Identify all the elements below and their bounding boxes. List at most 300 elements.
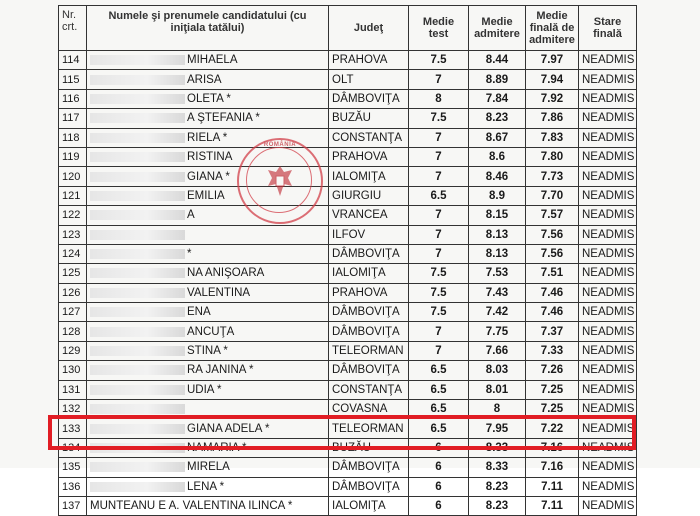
cell-county: [329, 147, 409, 166]
cell-nr: [59, 186, 87, 205]
cell-test: [409, 225, 469, 244]
cell-county: [329, 51, 409, 70]
cell-final: [526, 322, 579, 341]
cell-final-text: 7.25: [540, 403, 564, 416]
cell-county-text: CONSTANŢA: [332, 131, 403, 144]
cell-status-text: NEADMIS: [582, 422, 635, 435]
table-row: [59, 400, 637, 419]
cell-name: [87, 477, 329, 496]
cell-admission-text: 8.13: [485, 228, 509, 241]
cell-test-text: 7.5: [430, 112, 447, 125]
cell-status: [579, 109, 637, 128]
stamp-text: ROMÂNIA: [263, 142, 297, 148]
cell-county-text: PRAHOVA: [332, 151, 388, 164]
cell-county-text: VRANCEA: [332, 209, 388, 222]
cell-nr: [59, 496, 87, 515]
cell-final: [526, 496, 579, 515]
cell-name: [87, 283, 329, 302]
cell-county: [329, 380, 409, 399]
cell-admission: [469, 341, 526, 360]
redacted-name: [90, 210, 185, 220]
cell-final: [526, 341, 579, 360]
redacted-name: [90, 133, 185, 143]
redacted-name: [90, 172, 185, 182]
cell-county: [329, 438, 409, 457]
cell-nr: [59, 51, 87, 70]
cell-status-text: NEADMIS: [582, 306, 635, 319]
cell-status-text: NEADMIS: [582, 442, 635, 454]
cell-test-text: 7: [435, 325, 442, 338]
cell-county-text: BUZĂU: [332, 442, 371, 454]
cell-admission-text: 7.95: [485, 422, 509, 435]
table-header-row: [59, 6, 637, 51]
cell-name-text: RIELA *: [187, 131, 228, 144]
cell-nr-text: 133: [62, 422, 81, 435]
redacted-name: [90, 268, 185, 278]
cell-test: [409, 380, 469, 399]
cell-final-text: 7.16: [540, 442, 564, 454]
cell-status: [579, 70, 637, 89]
cell-name-text: MIHAELA: [187, 54, 238, 67]
cell-admission: [469, 186, 526, 205]
redacted-name: [90, 424, 185, 434]
cell-test-text: 7: [435, 248, 442, 261]
cell-final-text: 7.86: [540, 112, 564, 125]
cell-final-text: 7.51: [540, 267, 564, 280]
cell-nr: [59, 128, 87, 147]
cell-county: [329, 89, 409, 108]
cell-county: [329, 477, 409, 496]
cell-status-text: NEADMIS: [582, 461, 635, 474]
table-row: [59, 147, 637, 166]
cell-final-text: 7.70: [540, 189, 564, 202]
table-row: [59, 458, 637, 477]
cell-nr: [59, 419, 87, 438]
cell-nr-text: 131: [62, 383, 81, 396]
cell-test: [409, 303, 469, 322]
cell-name-text: NAMARIA *: [187, 442, 247, 454]
cell-name-text: LENA *: [187, 480, 225, 493]
cell-test: [409, 477, 469, 496]
cell-final: [526, 264, 579, 283]
cell-admission-text: 8.03: [485, 364, 509, 377]
cell-admission-text: 8.6: [489, 151, 505, 164]
cell-nr: [59, 380, 87, 399]
cell-final: [526, 400, 579, 419]
cell-county: [329, 128, 409, 147]
cell-test-text: 7.5: [430, 306, 447, 319]
cell-admission: [469, 128, 526, 147]
cell-status-text: NEADMIS: [582, 228, 635, 241]
cell-test: [409, 147, 469, 166]
redacted-name: [90, 75, 185, 85]
cell-nr: [59, 225, 87, 244]
redacted-name: [90, 385, 185, 395]
redacted-name: [90, 94, 185, 104]
cell-county-text: PRAHOVA: [332, 286, 388, 299]
cell-county: [329, 225, 409, 244]
cell-county-text: DÂMBOVIŢA: [332, 248, 400, 261]
cell-test-text: 6: [435, 480, 442, 493]
cell-name: [87, 438, 329, 457]
cell-county-text: DÂMBOVIŢA: [332, 92, 400, 105]
cell-nr-text: 136: [62, 480, 81, 493]
header-status: Stare finală: [579, 6, 637, 51]
cell-test-text: 7: [435, 228, 442, 241]
cell-final-text: 7.11: [541, 480, 563, 493]
redacted-name: [90, 307, 185, 317]
cell-nr-text: 135: [62, 461, 81, 474]
cell-test: [409, 283, 469, 302]
cell-nr-text: 126: [62, 286, 81, 299]
cell-status-text: NEADMIS: [582, 189, 635, 202]
cell-nr-text: 128: [62, 325, 81, 338]
cell-test: [409, 400, 469, 419]
cell-admission-text: 8.23: [485, 480, 509, 493]
cell-status-text: NEADMIS: [582, 248, 635, 261]
cell-status: [579, 244, 637, 263]
cell-nr: [59, 167, 87, 186]
cell-final: [526, 206, 579, 225]
cell-status-text: NEADMIS: [582, 209, 635, 222]
cell-final: [526, 70, 579, 89]
cell-nr-text: 129: [62, 345, 81, 358]
cell-nr: [59, 147, 87, 166]
cell-status-text: NEADMIS: [582, 345, 635, 358]
cell-test-text: 6: [435, 500, 442, 513]
cell-admission: [469, 400, 526, 419]
cell-final: [526, 283, 579, 302]
cell-name: [87, 341, 329, 360]
cell-nr: [59, 322, 87, 341]
cell-test: [409, 51, 469, 70]
cell-test: [409, 70, 469, 89]
cell-county-text: IALOMIŢA: [332, 170, 386, 183]
table-row-highlighted: [59, 496, 637, 515]
cell-nr: [59, 438, 87, 457]
cell-admission: [469, 109, 526, 128]
cell-test-text: 6.5: [430, 189, 447, 202]
cell-final: [526, 458, 579, 477]
redacted-name: [90, 249, 185, 259]
cell-admission: [469, 206, 526, 225]
cell-nr-text: 117: [62, 112, 80, 125]
cell-status-text: NEADMIS: [582, 151, 635, 164]
cell-name-text: GIANA *: [187, 170, 230, 183]
cell-admission: [469, 380, 526, 399]
cell-final-text: 7.22: [540, 422, 564, 435]
cell-name-text: ARISA: [187, 73, 222, 86]
cell-final-text: 7.16: [540, 461, 564, 474]
cell-final: [526, 477, 579, 496]
table-row: [59, 167, 637, 186]
cell-name-text: GIANA ADELA *: [187, 422, 270, 435]
cell-final: [526, 89, 579, 108]
cell-test: [409, 167, 469, 186]
cell-name-text: MIRELA: [187, 461, 230, 474]
cell-admission: [469, 458, 526, 477]
table-row: [59, 206, 637, 225]
cell-admission: [469, 477, 526, 496]
cell-test-text: 8: [435, 92, 442, 105]
table-row: [59, 322, 637, 341]
cell-nr-text: 114: [62, 54, 80, 67]
cell-status: [579, 128, 637, 147]
table-row: [59, 51, 637, 70]
cell-nr: [59, 458, 87, 477]
cell-status-text: NEADMIS: [582, 364, 635, 377]
cell-admission-text: 8.44: [485, 54, 509, 67]
cell-nr-text: 125: [62, 267, 81, 280]
cell-county: [329, 283, 409, 302]
cell-final: [526, 244, 579, 263]
cell-final-text: 7.73: [540, 170, 564, 183]
cell-county: [329, 322, 409, 341]
cell-name: [87, 303, 329, 322]
cell-status: [579, 496, 637, 515]
cell-nr-text: 122: [62, 209, 81, 222]
cell-final-text: 7.57: [540, 209, 564, 222]
cell-admission-text: 8.89: [485, 73, 509, 86]
cell-admission: [469, 361, 526, 380]
cell-name: [87, 51, 329, 70]
cell-nr-text: 127: [62, 306, 81, 319]
table-row: [59, 438, 637, 457]
cell-final: [526, 361, 579, 380]
cell-status: [579, 264, 637, 283]
cell-county-text: GIURGIU: [332, 189, 382, 202]
cell-county-text: DÂMBOVIŢA: [332, 306, 400, 319]
cell-test-text: 7: [435, 131, 442, 144]
cell-nr-text: 116: [62, 92, 80, 105]
cell-test-text: 7.5: [430, 286, 447, 299]
cell-nr-text: 137: [62, 500, 81, 513]
cell-name-text: MUNTEANU E A. VALENTINA ILINCA *: [90, 500, 293, 513]
cell-status: [579, 206, 637, 225]
cell-admission: [469, 264, 526, 283]
cell-county-text: IALOMIŢA: [332, 267, 386, 280]
cell-admission: [469, 225, 526, 244]
cell-name-text: STINA *: [187, 345, 228, 358]
cell-admission-text: 8.23: [485, 112, 509, 125]
cell-nr-text: 134: [62, 442, 81, 454]
cell-final: [526, 51, 579, 70]
cell-status-text: NEADMIS: [582, 325, 635, 338]
cell-county-text: DÂMBOVIŢA: [332, 480, 400, 493]
cell-admission: [469, 244, 526, 263]
cell-admission-text: 7.84: [485, 92, 509, 105]
cell-name: [87, 89, 329, 108]
cell-name: [87, 458, 329, 477]
redacted-name: [90, 191, 185, 201]
table-row: [59, 264, 637, 283]
cell-status: [579, 438, 637, 457]
cell-status: [579, 186, 637, 205]
cell-county: [329, 244, 409, 263]
cell-nr: [59, 109, 87, 128]
cell-county: [329, 361, 409, 380]
table-row: [59, 419, 637, 438]
cell-nr-text: 123: [62, 228, 81, 241]
cell-status: [579, 341, 637, 360]
cell-test-text: 7: [435, 345, 442, 358]
cell-final-text: 7.94: [540, 73, 564, 86]
cell-nr-text: 121: [62, 189, 81, 202]
cell-county-text: DÂMBOVIŢA: [332, 364, 400, 377]
cell-admission: [469, 89, 526, 108]
cell-status-text: NEADMIS: [582, 267, 635, 280]
cell-nr: [59, 206, 87, 225]
redacted-name: [90, 113, 185, 123]
cell-name: [87, 244, 329, 263]
cell-final-text: 7.80: [540, 151, 564, 164]
cell-status-text: NEADMIS: [582, 73, 635, 86]
redacted-name: [90, 55, 185, 65]
cell-nr: [59, 477, 87, 496]
cell-admission: [469, 51, 526, 70]
cell-status-text: NEADMIS: [582, 131, 635, 144]
table-row: [59, 477, 637, 496]
cell-final: [526, 419, 579, 438]
cell-name-text: VALENTINA: [187, 286, 251, 299]
cell-nr: [59, 264, 87, 283]
cell-admission-text: 8.15: [485, 209, 509, 222]
cell-nr-text: 115: [62, 73, 80, 86]
cell-nr-text: 124: [62, 248, 81, 261]
cell-name-text: OLETA *: [187, 92, 231, 105]
redacted-name: [90, 365, 185, 375]
cell-test: [409, 496, 469, 515]
cell-name: [87, 70, 329, 89]
cell-county: [329, 458, 409, 477]
cell-final-text: 7.11: [541, 500, 563, 513]
cell-admission: [469, 70, 526, 89]
cell-county-text: PRAHOVA: [332, 54, 388, 67]
cell-status-text: NEADMIS: [582, 403, 635, 416]
table-row: [59, 70, 637, 89]
cell-name-text: *: [187, 248, 192, 261]
cell-status-text: NEADMIS: [582, 286, 635, 299]
cell-admission: [469, 419, 526, 438]
cell-test: [409, 186, 469, 205]
cell-name-text: A: [187, 209, 195, 222]
cell-final-text: 7.56: [540, 228, 564, 241]
cell-status: [579, 477, 637, 496]
cell-nr: [59, 89, 87, 108]
cell-nr-text: 130: [62, 364, 81, 377]
cell-county-text: IALOMIŢA: [332, 500, 386, 513]
cell-admission-text: 8.23: [485, 500, 509, 513]
cell-nr: [59, 283, 87, 302]
cell-county: [329, 186, 409, 205]
cell-final: [526, 128, 579, 147]
cell-status: [579, 458, 637, 477]
header-name: Numele şi prenumele candidatului (cu iniţiala tatălui): [87, 6, 329, 51]
cell-admission-text: 8.33: [485, 461, 509, 474]
cell-admission-text: 8.9: [489, 189, 505, 202]
cell-county: [329, 496, 409, 515]
official-stamp: [237, 138, 323, 224]
cell-name-text: A ŞTEFANIA *: [187, 112, 260, 125]
cell-test-text: 7.5: [430, 54, 447, 67]
cell-admission: [469, 496, 526, 515]
cell-county: [329, 167, 409, 186]
table-row: [59, 361, 637, 380]
cell-test-text: 7: [435, 170, 442, 183]
cell-admission-text: 7.42: [485, 306, 509, 319]
cell-name-text: ENA: [187, 306, 211, 319]
cell-county-text: BUZĂU: [332, 112, 371, 125]
cell-status: [579, 225, 637, 244]
cell-final: [526, 147, 579, 166]
cell-final-text: 7.37: [540, 325, 564, 338]
table-row: [59, 109, 637, 128]
cell-test-text: 6.5: [430, 364, 447, 377]
table-row: [59, 303, 637, 322]
cell-admission-text: 8.46: [485, 170, 509, 183]
cell-status: [579, 283, 637, 302]
cell-county-text: DÂMBOVIŢA: [332, 461, 400, 474]
cell-name: [87, 419, 329, 438]
cell-name: [87, 264, 329, 283]
cell-county: [329, 70, 409, 89]
cell-test: [409, 109, 469, 128]
cell-county: [329, 109, 409, 128]
cell-test: [409, 458, 469, 477]
cell-test-text: 7: [435, 209, 442, 222]
cell-admission-text: 8.33: [485, 442, 509, 454]
cell-county: [329, 264, 409, 283]
cell-final: [526, 380, 579, 399]
cell-status-text: NEADMIS: [582, 54, 635, 67]
cell-county: [329, 400, 409, 419]
header-final: Medie finală de admitere: [526, 6, 579, 51]
cell-name: [87, 380, 329, 399]
cell-final-text: 7.56: [540, 248, 564, 261]
cell-admission: [469, 322, 526, 341]
cell-status: [579, 51, 637, 70]
cell-status: [579, 167, 637, 186]
cell-status: [579, 361, 637, 380]
cell-final-text: 7.33: [540, 345, 564, 358]
cell-name: [87, 400, 329, 419]
cell-nr-text: 119: [62, 151, 80, 164]
cell-test: [409, 361, 469, 380]
cell-test: [409, 244, 469, 263]
cell-county-text: TELEORMAN: [332, 345, 404, 358]
cell-name-text: UDIA *: [187, 383, 222, 396]
table-row: [59, 128, 637, 147]
cell-name-text: EMILIA: [187, 189, 225, 202]
cell-test-text: 7: [435, 73, 442, 86]
redacted-name: [90, 443, 185, 453]
cell-final-text: 7.97: [540, 54, 564, 67]
table-row: [59, 89, 637, 108]
cell-county: [329, 303, 409, 322]
cell-county-text: ILFOV: [332, 228, 366, 241]
cell-final: [526, 109, 579, 128]
cell-nr: [59, 70, 87, 89]
cell-final-text: 7.46: [540, 286, 564, 299]
redacted-name: [90, 288, 185, 298]
cell-name-text: ANCUŢA: [187, 325, 235, 338]
cell-admission-text: 8.13: [485, 248, 509, 261]
cell-final: [526, 303, 579, 322]
cell-name: [87, 322, 329, 341]
cell-status: [579, 419, 637, 438]
cell-county: [329, 419, 409, 438]
cell-name: [87, 361, 329, 380]
